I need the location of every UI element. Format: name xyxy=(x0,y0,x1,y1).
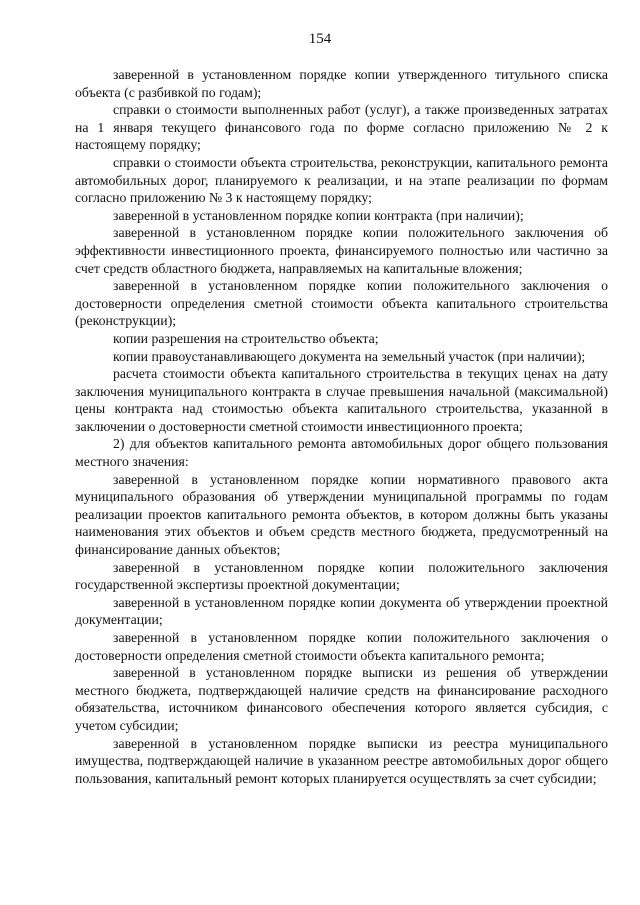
paragraph-8: копии правоустанавливающего документа на земельный участок (при наличии); xyxy=(113,348,586,364)
paragraph-11: заверенной в установленном порядке копии нормативного правового акта муниципального образования об утверждении муниципальной программы по годам реализации проектов капитального ремонта объектов, в котором должны быть указаны наименования этих объектов и объем средств местного бюджета, предусмотренный на финансирование данных объектов; xyxy=(75,471,608,558)
paragraph-1: заверенной в установленном порядке копии утвержденного титульного списка объекта (с разбивкой по годам); xyxy=(75,67,608,100)
paragraph-14: заверенной в установленном порядке копии положительного заключения о достоверности определения сметной стоимости объекта капитального ремонта; xyxy=(75,630,608,663)
paragraph-6: заверенной в установленном порядке копии положительного заключения о достоверности определения сметной стоимости объекта капитального строительства (реконструкции); xyxy=(75,278,608,329)
page-number: 154 xyxy=(308,31,332,47)
paragraph-7: копии разрешения на строительство объекта; xyxy=(113,330,379,346)
paragraph-12: заверенной в установленном порядке копии положительного заключения государственной экспертизы проектной документации; xyxy=(75,559,608,593)
paragraph-4: заверенной в установленном порядке копии контракта (при наличии); xyxy=(113,207,524,223)
paragraph-5: заверенной в установленном порядке копии положительного заключения об эффективности инвестиционного проекта, финансируемого полностью или частично за счет средств областного бюджета, направляемых на капитальные вложения; xyxy=(75,225,608,276)
document-body xyxy=(75,66,608,787)
paragraph-2: справки о стоимости выполненных работ (услуг), а также произведенных затратах на 1 января текущего финансового года по форме согласно приложению № 2 к настоящему порядку; xyxy=(75,102,608,153)
paragraph-3: справки о стоимости объекта строительства, реконструкции, капитального ремонта автомобильных дорог, планируемого к реализации, и на этапе реализации по формам согласно приложению № 3 к настоящему порядку; xyxy=(75,154,608,206)
paragraph-16: заверенной в установленном порядке выписки из реестра муниципального имущества, подтверждающей наличие в указанном реестре автомобильных дорог общего пользования, капитальный ремонт которых планируется осуществлять за счет субсидии; xyxy=(75,735,608,786)
paragraph-13: заверенной в установленном порядке копии документа об утверждении проектной документации; xyxy=(75,594,608,628)
paragraph-15: заверенной в установленном порядке выписки из решения об утверждении местного бюджета, подтверждающей наличие средств на финансирование расходного обязательства, источником финансового обеспечения которого является субсидия, с учетом субсидии; xyxy=(75,665,608,733)
paragraph-9: расчета стоимости объекта капитального строительства в текущих ценах на дату заключения муниципального контракта в случае превышения начальной (максимальной) цены контракта над стоимостью объекта капитального строительства, указанной в заключении о достоверности сметной стоимости инвестиционного проекта; xyxy=(75,366,608,434)
paragraph-10: 2) для объектов капитального ремонта автомобильных дорог общего пользования местного значения: xyxy=(75,436,608,470)
